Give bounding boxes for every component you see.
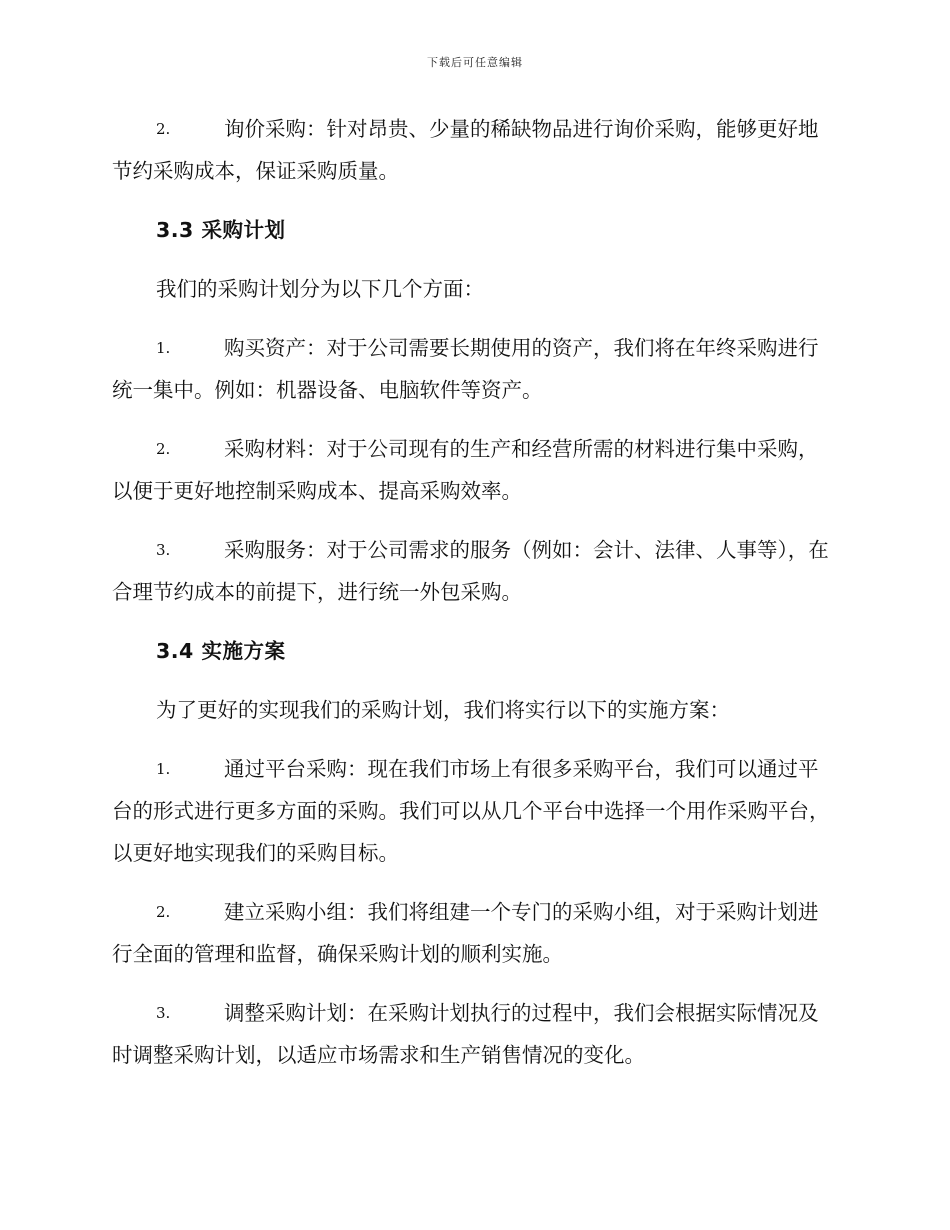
document-body [112,108,836,1093]
list-number: 2. [156,440,171,458]
list-item-purchase-materials [112,428,836,512]
list-item-inquiry-purchase [112,108,836,192]
list-number: 1. [156,339,171,357]
list-number: 3. [156,1004,171,1022]
list-item-text: 购买资产：对于公司需要长期使用的资产，我们将在年终采购进行统一集中。例如：机器设备、电脑软件等资产。 [112,336,819,402]
list-item-purchase-team [112,891,836,975]
section-heading-3-3: 3.3 采购计划 [156,218,286,242]
list-item-adjust-plan [112,992,836,1076]
list-number: 2. [156,903,171,921]
paragraph-implementation-intro: 为了更好的实现我们的采购计划，我们将实行以下的实施方案： [156,698,730,722]
paragraph-plan-intro: 我们的采购计划分为以下几个方面： [156,277,484,301]
page-header-note: 下载后可任意编辑 [427,56,523,69]
list-number: 3. [156,541,171,559]
list-number: 2. [156,120,171,138]
list-item-text: 询价采购：针对昂贵、少量的稀缺物品进行询价采购，能够更好地节约采购成本，保证采购质量。 [112,117,819,183]
list-item-purchase-services [112,529,836,613]
list-item-text: 建立采购小组：我们将组建一个专门的采购小组，对于采购计划进行全面的管理和监督，确保采购计划的顺利实施。 [112,900,819,966]
list-item-text: 采购服务：对于公司需求的服务（例如：会计、法律、人事等），在合理节约成本的前提下，进行统一外包采购。 [112,538,829,604]
list-number: 1. [156,760,171,778]
list-item-text: 通过平台采购：现在我们市场上有很多采购平台，我们可以通过平台的形式进行更多方面的采购。我们可以从几个平台中选择一个用作采购平台，以更好地实现我们的采购目标。 [112,757,830,865]
list-item-platform-purchase [112,748,836,874]
list-item-buy-assets [112,327,836,411]
section-heading-3-4: 3.4 实施方案 [156,639,286,663]
list-item-text: 采购材料：对于公司现有的生产和经营所需的材料进行集中采购，以便于更好地控制采购成本、提高采购效率。 [112,437,819,503]
list-item-text: 调整采购计划：在采购计划执行的过程中，我们会根据实际情况及时调整采购计划，以适应市场需求和生产销售情况的变化。 [112,1001,819,1067]
